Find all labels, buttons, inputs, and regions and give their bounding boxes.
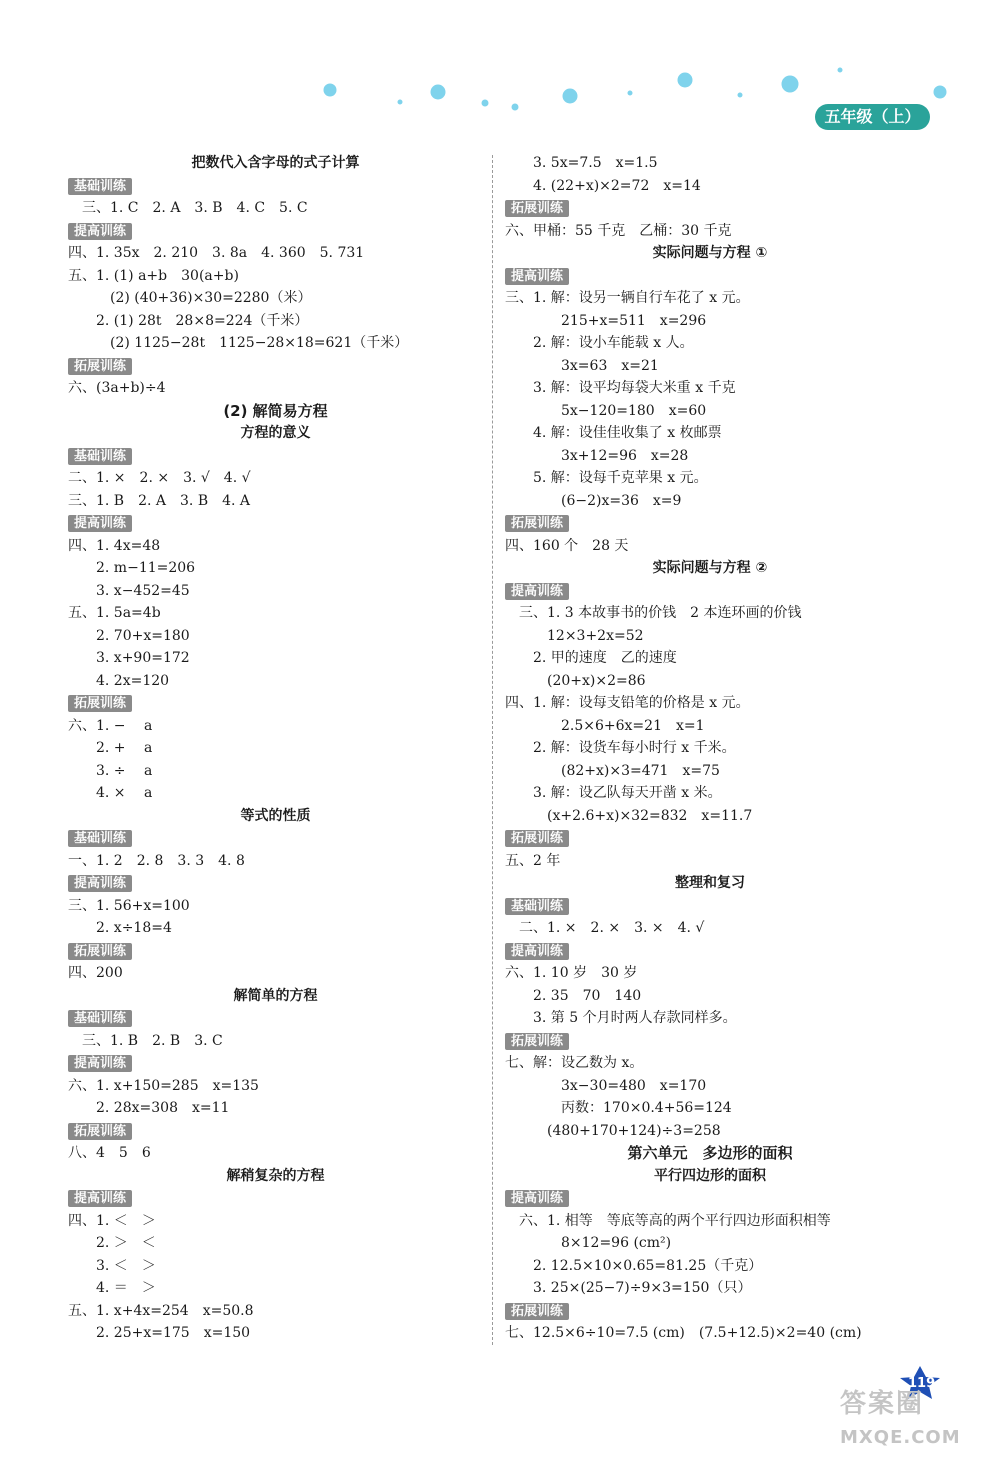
answer-line: 七、12.5×6÷10=7.5 (cm) (7.5+12.5)×2=40 (cm) <box>505 1325 862 1341</box>
section-title: (2) 解简易方程 <box>223 401 328 420</box>
answer-line: 五、1. x+4x=254 x=50.8 <box>68 1302 254 1319</box>
exercise-tag: 提高训练 <box>505 1190 569 1207</box>
exercise-tag-row <box>505 1030 915 1053</box>
answer-line: 六、(3a+b)÷4 <box>68 380 166 396</box>
answer-line: 五、1. (1) a+b 30(a+b) <box>68 267 239 284</box>
answer-line: 2. x÷18=4 <box>96 920 172 936</box>
exercise-tag-row <box>505 265 915 288</box>
grade-badge: 五年级（上） <box>815 104 930 130</box>
answer-line: (82+x)×3=471 x=75 <box>561 762 720 779</box>
answer-line: 六、1. 相等 等底等高的两个平行四边形面积相等 <box>519 1212 831 1229</box>
answer-line: 3. 解：设乙队每天开凿 x 米。 <box>533 785 722 801</box>
answer-line: 8×12=96 (cm²) <box>561 1235 672 1251</box>
exercise-tag: 提高训练 <box>505 943 569 960</box>
answer-line: 2. 甲的速度 乙的速度 <box>533 650 677 666</box>
answer-line: 2. 解：设货车每小时行 x 千米。 <box>533 740 736 756</box>
exercise-tag: 拓展训练 <box>68 943 132 960</box>
answer-line: 三、1. B 2. B 3. C <box>82 1032 223 1049</box>
answer-line: 3. x−452=45 <box>96 582 190 599</box>
answer-line: 2. ＞ ＜ <box>96 1235 156 1251</box>
snowflake-icon <box>934 86 946 98</box>
answer-line: 4. (22+x)×2=72 x=14 <box>533 177 701 194</box>
answer-line: 二、1. × 2. × 3. × 4. √ <box>519 920 705 936</box>
answer-line: 2. 70+x=180 <box>96 627 190 644</box>
left-column <box>68 152 483 1345</box>
answer-line: (480+170+124)÷3=258 <box>547 1122 721 1139</box>
watermark-logo: 答案圈 <box>840 1389 925 1419</box>
exercise-tag-row <box>68 175 483 198</box>
exercise-tag-row <box>505 827 915 850</box>
answer-line: 八、4 5 6 <box>68 1145 151 1161</box>
answer-line: 2. 28x=308 x=11 <box>96 1100 230 1116</box>
answer-line: 六、甲桶：55 千克 乙桶：30 千克 <box>505 222 732 239</box>
answer-line: 3. 25×(25−7)÷9×3=150（只） <box>533 1280 752 1296</box>
section-title: 把数代入含字母的式子计算 <box>191 155 360 171</box>
snowflake-icon <box>678 73 692 87</box>
exercise-tag: 拓展训练 <box>505 1033 569 1050</box>
answer-line: 四、160 个 28 天 <box>505 537 629 554</box>
answer-line: 2.5×6+6x=21 x=1 <box>561 717 705 734</box>
exercise-tag-row <box>68 1187 483 1210</box>
exercise-tag-row <box>68 940 483 963</box>
answer-line: 六、1. − a <box>68 717 153 734</box>
answer-line: 三、1. 56+x=100 <box>68 897 190 914</box>
exercise-tag-row <box>505 197 915 220</box>
answer-line: 2. m−11=206 <box>96 560 196 576</box>
answer-line: 5x−120=180 x=60 <box>561 402 707 419</box>
answer-line: 4. × a <box>96 785 153 801</box>
exercise-tag: 基础训练 <box>68 830 132 847</box>
answer-line: 3x=63 x=21 <box>561 357 659 374</box>
exercise-tag-row <box>68 1007 483 1030</box>
answer-line: 2. (1) 28t 28×8=224（千米） <box>96 312 309 329</box>
answer-line: 三、1. 3 本故事书的价钱 2 本连环画的价钱 <box>519 605 802 621</box>
answer-line: 四、1. ＜ ＞ <box>68 1212 156 1229</box>
exercise-tag: 提高训练 <box>68 1190 132 1207</box>
exercise-tag-row <box>505 1187 915 1210</box>
answer-line: 3. 5x=7.5 x=1.5 <box>533 155 658 171</box>
exercise-tag-row <box>68 355 483 378</box>
page-number: 119 <box>908 1376 936 1391</box>
exercise-tag: 拓展训练 <box>505 200 569 217</box>
exercise-tag-row <box>68 1052 483 1075</box>
answer-line: (2) 1125−28t 1125−28×18=621（千米） <box>110 335 409 351</box>
section-title: 等式的性质 <box>240 807 311 824</box>
section-title: 解简单的方程 <box>233 987 318 1004</box>
answer-line: 六、1. 10 岁 30 岁 <box>505 965 638 981</box>
answer-line: 2. 解：设小车能载 x 人。 <box>533 335 694 351</box>
answer-line: 3. x+90=172 <box>96 650 190 666</box>
exercise-tag: 基础训练 <box>68 448 132 465</box>
answer-line: (x+2.6+x)×32=832 x=11.7 <box>547 807 753 824</box>
answer-line: 4. 解：设佳佳收集了 x 枚邮票 <box>533 425 722 441</box>
exercise-tag: 拓展训练 <box>68 1123 132 1140</box>
watermark <box>840 1385 990 1460</box>
exercise-tag-row <box>505 512 915 535</box>
answer-line: 二、1. × 2. × 3. √ 4. √ <box>68 470 251 486</box>
exercise-tag-row <box>505 1300 915 1323</box>
exercise-tag: 提高训练 <box>68 515 132 532</box>
snowflake-icon <box>563 89 577 103</box>
answer-line: 六、1. x+150=285 x=135 <box>68 1077 259 1094</box>
column-divider <box>492 155 493 1345</box>
exercise-tag-row <box>68 220 483 243</box>
answer-line: 2. 25+x=175 x=150 <box>96 1325 251 1341</box>
section-title: 解稍复杂的方程 <box>226 1167 325 1184</box>
answer-line: 3x−30=480 x=170 <box>561 1077 707 1094</box>
exercise-tag-row <box>68 445 483 468</box>
answer-line: 3. ＜ ＞ <box>96 1257 156 1274</box>
answer-line: 215+x=511 x=296 <box>561 312 707 329</box>
answer-line: 三、1. B 2. A 3. B 4. A <box>68 492 251 509</box>
section-title: 第六单元 多边形的面积 <box>627 1144 793 1162</box>
answer-line: 四、200 <box>68 965 123 981</box>
exercise-tag: 提高训练 <box>68 1055 132 1072</box>
watermark-url: MXQE.COM <box>840 1427 961 1448</box>
answer-line: 3. 第 5 个月时两人存款同样多。 <box>533 1010 737 1026</box>
answer-line: 2. 12.5×10×0.65=81.25（千克） <box>533 1257 763 1274</box>
answer-line: 四、1. 35x 2. 210 3. 8a 4. 360 5. 731 <box>68 245 365 261</box>
section-title: 整理和复习 <box>675 875 745 891</box>
exercise-tag-row <box>68 827 483 850</box>
exercise-tag: 拓展训练 <box>68 695 132 712</box>
exercise-tag-row <box>505 895 915 918</box>
answer-line: 3. 解：设平均每袋大米重 x 千克 <box>533 380 736 396</box>
exercise-tag: 拓展训练 <box>505 1303 569 1320</box>
answer-line: 四、1. 4x=48 <box>68 537 161 554</box>
answer-line: 三、1. C 2. A 3. B 4. C 5. C <box>82 200 308 216</box>
snowflake-icon <box>782 76 798 92</box>
exercise-tag-row <box>505 580 915 603</box>
exercise-tag: 提高训练 <box>505 268 569 285</box>
section-title: 实际问题与方程 ① <box>652 245 768 261</box>
section-title: 实际问题与方程 ② <box>652 560 768 576</box>
answer-line: 四、1. 解：设每支铅笔的价格是 x 元。 <box>505 695 750 711</box>
section-title: 平行四边形的面积 <box>654 1167 766 1184</box>
answer-line: 2. 35 70 140 <box>533 987 642 1004</box>
answer-line: 4. ＝ ＞ <box>96 1280 156 1296</box>
section-title: 方程的意义 <box>240 425 311 441</box>
answer-line: 4. 2x=120 <box>96 672 170 689</box>
exercise-tag-row <box>68 1120 483 1143</box>
exercise-tag: 基础训练 <box>505 898 569 915</box>
exercise-tag: 拓展训练 <box>68 358 132 375</box>
answer-line: 七、解：设乙数为 x。 <box>505 1055 644 1071</box>
answer-line: (2) (40+36)×30=2280（米） <box>110 290 312 306</box>
answer-line: 3x+12=96 x=28 <box>561 447 689 464</box>
exercise-tag: 提高训练 <box>505 583 569 600</box>
answer-line: 5. 解：设每千克苹果 x 元。 <box>533 470 708 486</box>
answer-line: 12×3+2x=52 <box>547 627 644 644</box>
answer-line: 五、2 年 <box>505 852 561 869</box>
exercise-tag: 基础训练 <box>68 1010 132 1027</box>
exercise-tag: 拓展训练 <box>505 515 569 532</box>
answer-line: (6−2)x=36 x=9 <box>561 492 682 509</box>
exercise-tag: 基础训练 <box>68 178 132 195</box>
answer-line: 丙数：170×0.4+56=124 <box>561 1100 732 1116</box>
exercise-tag-row <box>68 692 483 715</box>
exercise-tag: 提高训练 <box>68 223 132 240</box>
answer-line: 五、1. 5a=4b <box>68 605 161 621</box>
exercise-tag-row <box>68 872 483 895</box>
exercise-tag: 提高训练 <box>68 875 132 892</box>
answer-line: (20+x)×2=86 <box>547 672 646 689</box>
snowflake-icon <box>324 84 336 96</box>
right-column <box>505 152 915 1345</box>
exercise-tag: 拓展训练 <box>505 830 569 847</box>
snowflake-icon <box>431 85 445 99</box>
exercise-tag-row <box>505 940 915 963</box>
exercise-tag-row <box>68 512 483 535</box>
answer-line: 3. ÷ a <box>96 762 153 779</box>
answer-line: 一、1. 2 2. 8 3. 3 4. 8 <box>68 852 245 869</box>
answer-line: 三、1. 解：设另一辆自行车花了 x 元。 <box>505 290 750 306</box>
answer-line: 2. + a <box>96 740 153 756</box>
